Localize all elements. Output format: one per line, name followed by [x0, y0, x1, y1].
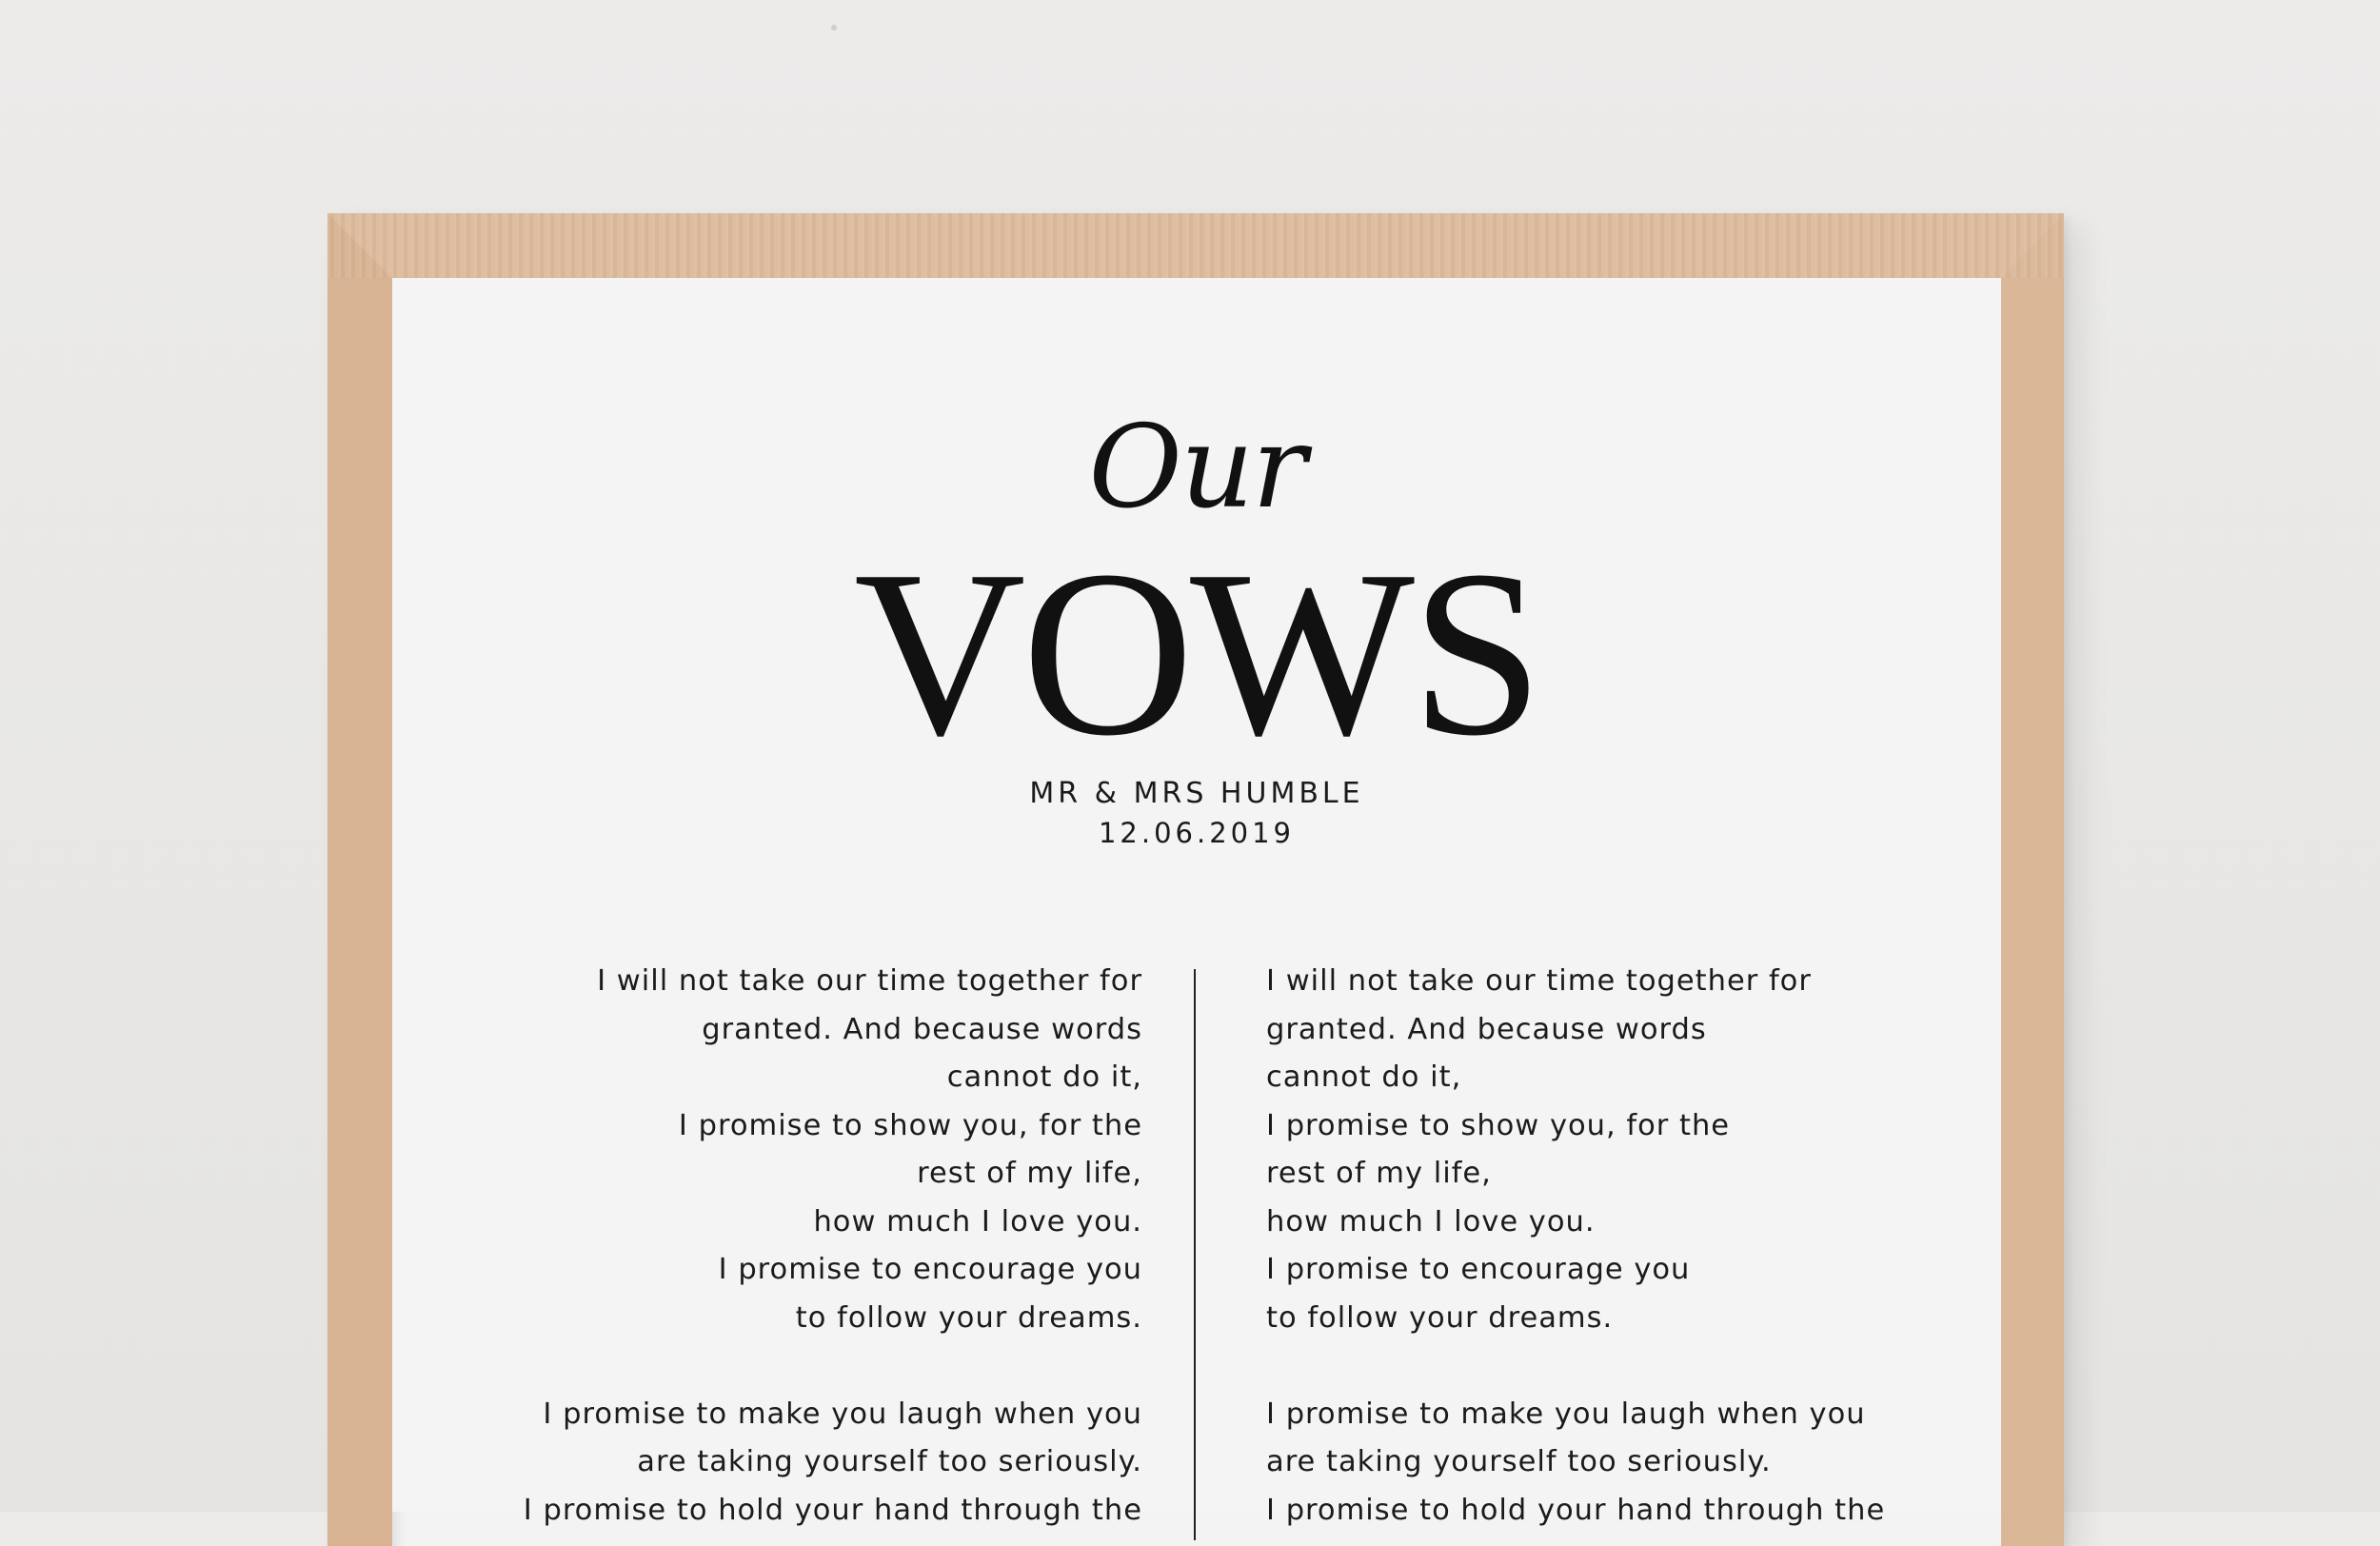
vow-line: cannot do it,: [1266, 1060, 1462, 1094]
wall-nail-mark: [831, 25, 837, 30]
vow-line: I promise to encourage you: [718, 1253, 1142, 1286]
vow-line: rest of my life,: [1266, 1157, 1492, 1190]
vows-left-column: [476, 958, 1142, 1535]
script-title: Our: [1088, 402, 1305, 534]
vow-line: granted. And because words: [1266, 1012, 1707, 1046]
wedding-date: 12.06.2019: [1098, 817, 1296, 849]
vow-line: [476, 1342, 1142, 1391]
vow-line: [1266, 1342, 1933, 1391]
vow-line: how much I love you.: [1266, 1204, 1596, 1239]
vow-line: rest of my life,: [917, 1157, 1142, 1190]
vows-print: [392, 278, 2001, 1527]
vow-line: cannot do it,: [946, 1060, 1142, 1094]
vow-line: I promise to encourage you: [1266, 1253, 1691, 1286]
couple-names: MR & MRS HUMBLE: [1029, 777, 1364, 810]
vow-line: I will not take our time together for: [1266, 964, 1812, 998]
vow-line: I promise to hold your hand through the: [1266, 1493, 1886, 1527]
vow-line: how much I love you.: [813, 1204, 1142, 1239]
vows-right-column: [1266, 958, 1933, 1535]
column-divider: [1194, 969, 1196, 1540]
vow-line: I will not take our time together for: [597, 964, 1142, 998]
vow-line: to follow your dreams.: [795, 1300, 1142, 1335]
vow-line: I promise to hold your hand through the: [523, 1493, 1142, 1527]
main-title: VOWS: [853, 522, 1540, 785]
vow-line: I promise to show you, for the: [1266, 1108, 1731, 1142]
vow-line: are taking yourself too seriously.: [637, 1445, 1142, 1478]
vow-line: to follow your dreams.: [1266, 1300, 1614, 1335]
vow-line: granted. And because words: [702, 1012, 1142, 1046]
vow-line: I promise to show you, for the: [678, 1108, 1142, 1142]
vow-line: are taking yourself too seriously.: [1266, 1445, 1772, 1478]
vow-line: I promise to make you laugh when you: [543, 1397, 1142, 1431]
vow-line: I promise to make you laugh when you: [1266, 1397, 1866, 1431]
